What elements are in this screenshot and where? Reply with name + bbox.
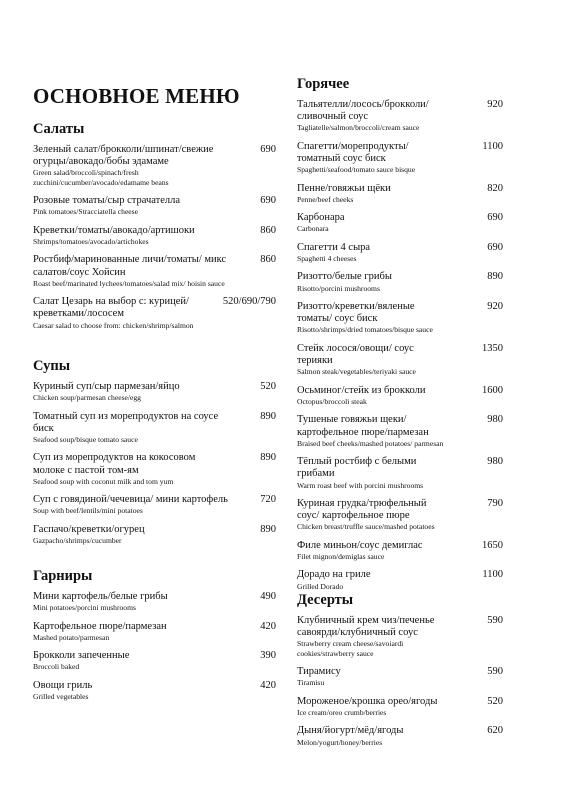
menu-item (33, 591, 276, 613)
menu-item-translation: Strawberry cream cheese/savoiardi cookies/strawberry sauce (297, 639, 404, 658)
menu-item-price: 590 (487, 666, 503, 678)
menu-item-price: 620 (487, 725, 503, 737)
menu-item-price: 520 (260, 381, 276, 392)
menu-item (33, 452, 276, 486)
menu-item-name: Овощи гриль (33, 679, 93, 691)
menu-item (297, 695, 503, 718)
menu-item-price: 1600 (482, 384, 503, 396)
menu-item-price: 890 (260, 523, 276, 535)
menu-item-translation: Octopus/broccoli steak (297, 396, 367, 406)
menu-item-price: 520/690/790 (222, 296, 276, 308)
section-title: Горячее (297, 76, 350, 92)
menu-item-translation: Seafood soup/bisque tomato sauce (33, 435, 138, 445)
section-title: Гарниры (33, 568, 93, 584)
menu-item-price: 1650 (482, 539, 503, 551)
menu-item (33, 621, 276, 643)
menu-item (33, 225, 276, 247)
menu-item-price: 820 (487, 182, 503, 194)
menu-item-price: 890 (487, 271, 503, 283)
menu-item-translation: Ice cream/oreo crumb/berries (297, 708, 387, 718)
menu-item-name: Клубничный крем чиз/печенье савоярди/клубничный соус (297, 615, 435, 639)
menu-item-name: Спагетти/морепродукты/ томатный соус биск (297, 140, 409, 165)
menu-item-price: 520 (487, 695, 503, 707)
menu-item-translation: Warm roast beef with porcini mushrooms (297, 480, 424, 490)
menu-item (297, 241, 503, 264)
menu-item-name: Спагетти 4 сыра (297, 241, 371, 253)
menu-item-price: 1100 (482, 569, 503, 581)
menu-item-translation: Salmon steak/vegetables/teriyaki sauce (297, 367, 416, 377)
menu-item (33, 254, 276, 288)
menu-item-name: Креветки/томаты/авокадо/артишоки (33, 224, 195, 236)
menu-item-translation: Tagliatelle/salmon/broccoli/cream sauce (297, 123, 420, 133)
menu-item-name: Пенне/говяжьи щёки (297, 182, 391, 194)
menu-item-translation: Filet mignon/demiglas sauce (297, 551, 385, 561)
menu-item-price: 1100 (482, 140, 503, 152)
menu-item-translation: Mini potatoes/porcini mushrooms (33, 603, 136, 613)
menu-item-name: Ростбиф/маринованные личи/томаты/ микс салатов/соус Хойсин (33, 254, 227, 278)
menu-item-name: Суп с говядиной/чечевица/ мини картофель (33, 494, 228, 506)
section-soups (33, 357, 276, 553)
menu-item-name: Дыня/йогурт/мёд/ягоды (297, 725, 404, 737)
menu-item-name: Тушеные говяжьи щеки/ картофельное пюре/пармезан (297, 414, 429, 438)
menu-item-translation: Gazpacho/shrimps/cucumber (33, 536, 122, 546)
menu-item (297, 456, 503, 490)
menu-item (297, 384, 503, 407)
menu-item-price: 690 (260, 195, 276, 207)
menu-item-name: Томатный суп из морепродуктов на соусе биск (33, 410, 219, 434)
menu-item (33, 524, 276, 546)
menu-item (297, 140, 503, 175)
menu-item-price: 590 (487, 615, 503, 626)
section-salads (33, 120, 276, 338)
menu-item-name: Стейк лосося/овощи/ соус терияки (297, 342, 414, 367)
menu-item-translation: Grilled Dorado (297, 581, 344, 591)
menu-item-name: Мини картофель/белые грибы (33, 591, 168, 602)
menu-item (297, 414, 503, 448)
menu-item (33, 650, 276, 672)
menu-item-translation: Risotto/shrimps/dried tomatoes/bisque sauce (297, 325, 433, 335)
menu-item-price: 420 (260, 679, 276, 691)
menu-item-price: 920 (487, 99, 503, 110)
menu-item-name: Брокколи запеченные (33, 650, 130, 662)
menu-item-price: 980 (487, 456, 503, 468)
menu-item-translation: Shrimps/tomatoes/avocado/artichokes (33, 237, 149, 247)
menu-item-price: 920 (487, 301, 503, 313)
menu-item-name: Дорадо на гриле (297, 569, 371, 581)
menu-item (297, 725, 503, 747)
menu-item (297, 497, 503, 532)
menu-item-price: 420 (260, 620, 276, 632)
menu-item (33, 680, 276, 702)
menu-item-translation: Tiramisu (297, 678, 325, 688)
menu-item-name: Тальятелли/лосось/брокколи/ сливочный соус (297, 99, 429, 123)
section-title: Салаты (33, 121, 85, 137)
menu-item (297, 615, 503, 658)
menu-item-name: Филе миньон/соус демиглас (297, 539, 423, 551)
menu-item-price: 890 (260, 410, 276, 422)
menu-item (33, 144, 276, 187)
menu-item-translation: Chicken soup/parmesan cheese/egg (33, 393, 141, 403)
items-list (33, 144, 276, 330)
menu-item (33, 195, 276, 217)
section-title: Десерты (297, 592, 354, 608)
menu-item-price: 980 (487, 414, 503, 426)
menu-item-translation: Soup with beef/lentils/mini potatoes (33, 506, 143, 516)
section-sides (33, 567, 276, 709)
menu-item (297, 342, 503, 377)
menu-item-name: Гаспачо/креветки/огурец (33, 523, 145, 535)
menu-item-price: 720 (260, 494, 276, 506)
section-hot (297, 75, 503, 599)
menu-item-price: 690 (487, 241, 503, 253)
menu-item-price: 860 (260, 224, 276, 236)
menu-item (297, 271, 503, 293)
menu-item-translation: Grilled vegetables (33, 692, 89, 702)
menu-item-translation: Roast beef/marinated lychees/tomatoes/salad mix/ hoisin sauce (33, 278, 225, 288)
menu-item-translation: Melon/yogurt/honey/berries (297, 737, 383, 747)
menu-item-translation: Penne/beef cheeks (297, 194, 354, 204)
menu-item-translation: Chicken breast/truffle sauce/mashed potatoes (297, 522, 435, 532)
items-list (297, 99, 503, 591)
menu-item-translation: Risotto/porcini mushrooms (297, 283, 380, 293)
menu-item-name: Тирамису (297, 666, 341, 678)
page-title: ОСНОВНОЕ МЕНЮ (33, 84, 240, 108)
menu-item-price: 860 (260, 254, 276, 266)
menu-item-translation: Broccoli baked (33, 662, 80, 672)
menu-item (297, 99, 503, 133)
menu-item-name: Суп из морепродуктов на кокосовом молоке с пастой том-ям (33, 452, 196, 476)
menu-item-name: Осьминог/стейк из брокколи (297, 384, 426, 396)
menu-item-translation: Spaghetti/seafood/tomato sauce bisque (297, 165, 416, 175)
menu-item (33, 494, 276, 516)
menu-item (297, 539, 503, 562)
menu-item-price: 690 (260, 144, 276, 155)
menu-item-name: Салат Цезарь на выбор с: курицей/креветками/лососем (33, 296, 189, 320)
items-list (33, 381, 276, 545)
menu-item-name: Зеленый салат/брокколи/шпинат/свежие огурцы/авокадо/бобы эдамаме (33, 144, 214, 168)
menu-item-translation: Caesar salad to choose from: chicken/shrimp/salmon (33, 320, 194, 330)
menu-item-price: 490 (260, 591, 276, 602)
menu-item (297, 301, 503, 335)
items-list (33, 591, 276, 701)
menu-item-price: 690 (487, 212, 503, 224)
menu-item-price: 390 (260, 650, 276, 662)
menu-item-translation: Pink tomatoes/Stracciatella cheese (33, 207, 139, 217)
menu-item-price: 1350 (482, 342, 503, 354)
menu-item (297, 212, 503, 234)
menu-item-name: Ризотто/белые грибы (297, 271, 392, 283)
menu-item-translation: Seafood soup with coconut milk and tom yum (33, 476, 174, 486)
menu-item-name: Мороженое/крошка орео/ягоды (297, 695, 438, 707)
section-title: Супы (33, 358, 71, 374)
section-desserts (297, 591, 503, 755)
menu-item-translation: Green salad/broccoli/spinach/fresh zucchini/cucumber/avocado/edamame beans (33, 168, 169, 187)
menu-item (297, 182, 503, 205)
menu-item-translation: Mashed potato/parmesan (33, 632, 110, 642)
menu-item (33, 411, 276, 445)
items-list (297, 615, 503, 747)
menu-item-name: Тёплый ростбиф с белыми грибами (297, 456, 417, 480)
menu-item-name: Картофельное пюре/пармезан (33, 620, 167, 632)
menu-item (33, 381, 276, 403)
menu-item-translation: Spaghetti 4 cheeses (297, 254, 357, 264)
menu-item-name: Ризотто/креветки/вяленые томаты/ соус биск (297, 301, 415, 325)
menu-item-name: Куриный суп/сыр пармезан/яйцо (33, 381, 180, 392)
menu-item (297, 569, 503, 591)
menu-item-price: 890 (260, 452, 276, 464)
menu-item-translation: Braised beef cheeks/mashed potatoes/ parmesan (297, 438, 444, 448)
menu-item-name: Куриная грудка/трюфельный соус/ картофельное пюре (297, 497, 427, 522)
menu-item-name: Карбонара (297, 212, 345, 224)
menu-item (297, 666, 503, 688)
menu-item-price: 790 (487, 497, 503, 509)
menu-item-name: Розовые томаты/сыр страчателла (33, 195, 180, 207)
menu-item (33, 296, 276, 330)
menu-item-translation: Carbonara (297, 224, 329, 234)
